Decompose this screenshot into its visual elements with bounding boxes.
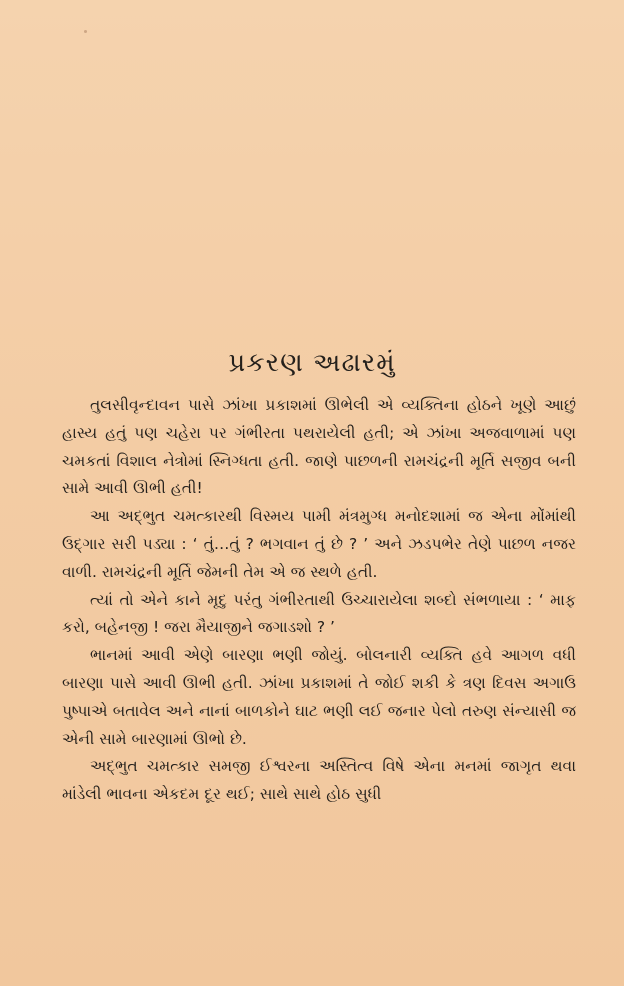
chapter-body bbox=[62, 392, 576, 809]
chapter-title: પ્રકરણ અઢારમું bbox=[228, 348, 396, 378]
paragraph-1: તુલસીવૃન્દાવન પાસે ઝાંખા પ્રકાશમાં ઊભેલી એ વ્યક્તિના હોઠને ખૂણે આછું હાસ્ય હતું પણ ચહેરા પર ગંભીરતા પથરાયેલી હતી; એ ઝાંખા અજવાળામાં પણ ચમકતાં વિશાલ નેત્રોમાં સ્નિગ્ધતા હતી. જાણે પાછળની રામચંદ્રની મૂર્તિ સજીવ બની સામે આવી ઊભી હતી! bbox=[62, 396, 576, 498]
paper-speck bbox=[84, 30, 87, 33]
paragraph-3: ત્યાં તો એને કાને મૃદુ પરંતુ ગંભીરતાથી ઉચ્ચારાયેલા શબ્દો સંભળાયા : ‘ માફ કરો, બહેનજી ! જરા મૈયાજીને જગાડશો ? ’ bbox=[62, 590, 576, 637]
paragraph-5: અદ્ભુત ચમત્કાર સમજી ઈશ્વરના અસ્તિત્વ વિષે એના મનમાં જાગૃત થવા માંડેલી ભાવના એકદમ દૂર થઈ; સાથે સાથે હોઠ સુધી bbox=[62, 757, 576, 804]
paragraph-2: આ અદ્ભુત ચમત્કારથી વિસ્મય પામી મંત્રમુગ્ધ મનોદશામાં જ એના મોંમાંથી ઉદ્ગાર સરી પડ્યા : ‘ તું…તું ? ભગવાન તું છે ? ’ અને ઝડપભેર તેણે પાછળ નજર વાળી. રામચંદ્રની મૂર્તિ જેમની તેમ એ જ સ્થળે હતી. bbox=[62, 507, 576, 581]
paragraph-4: ભાનમાં આવી એણે બારણા ભણી જોયું. બોલનારી વ્યક્તિ હવે આગળ વધી બારણા પાસે આવી ઊભી હતી. ઝાંખા પ્રકાશમાં તે જોઈ શકી કે ત્રણ દિવસ અગાઉ પુષ્પાએ બતાવેલ અને નાનાં બાળકોને ઘાટ ભણી લઈ જનાર પેલો તરુણ સંન્યાસી જ એની સામે બારણામાં ઊભો છે. bbox=[62, 646, 576, 748]
